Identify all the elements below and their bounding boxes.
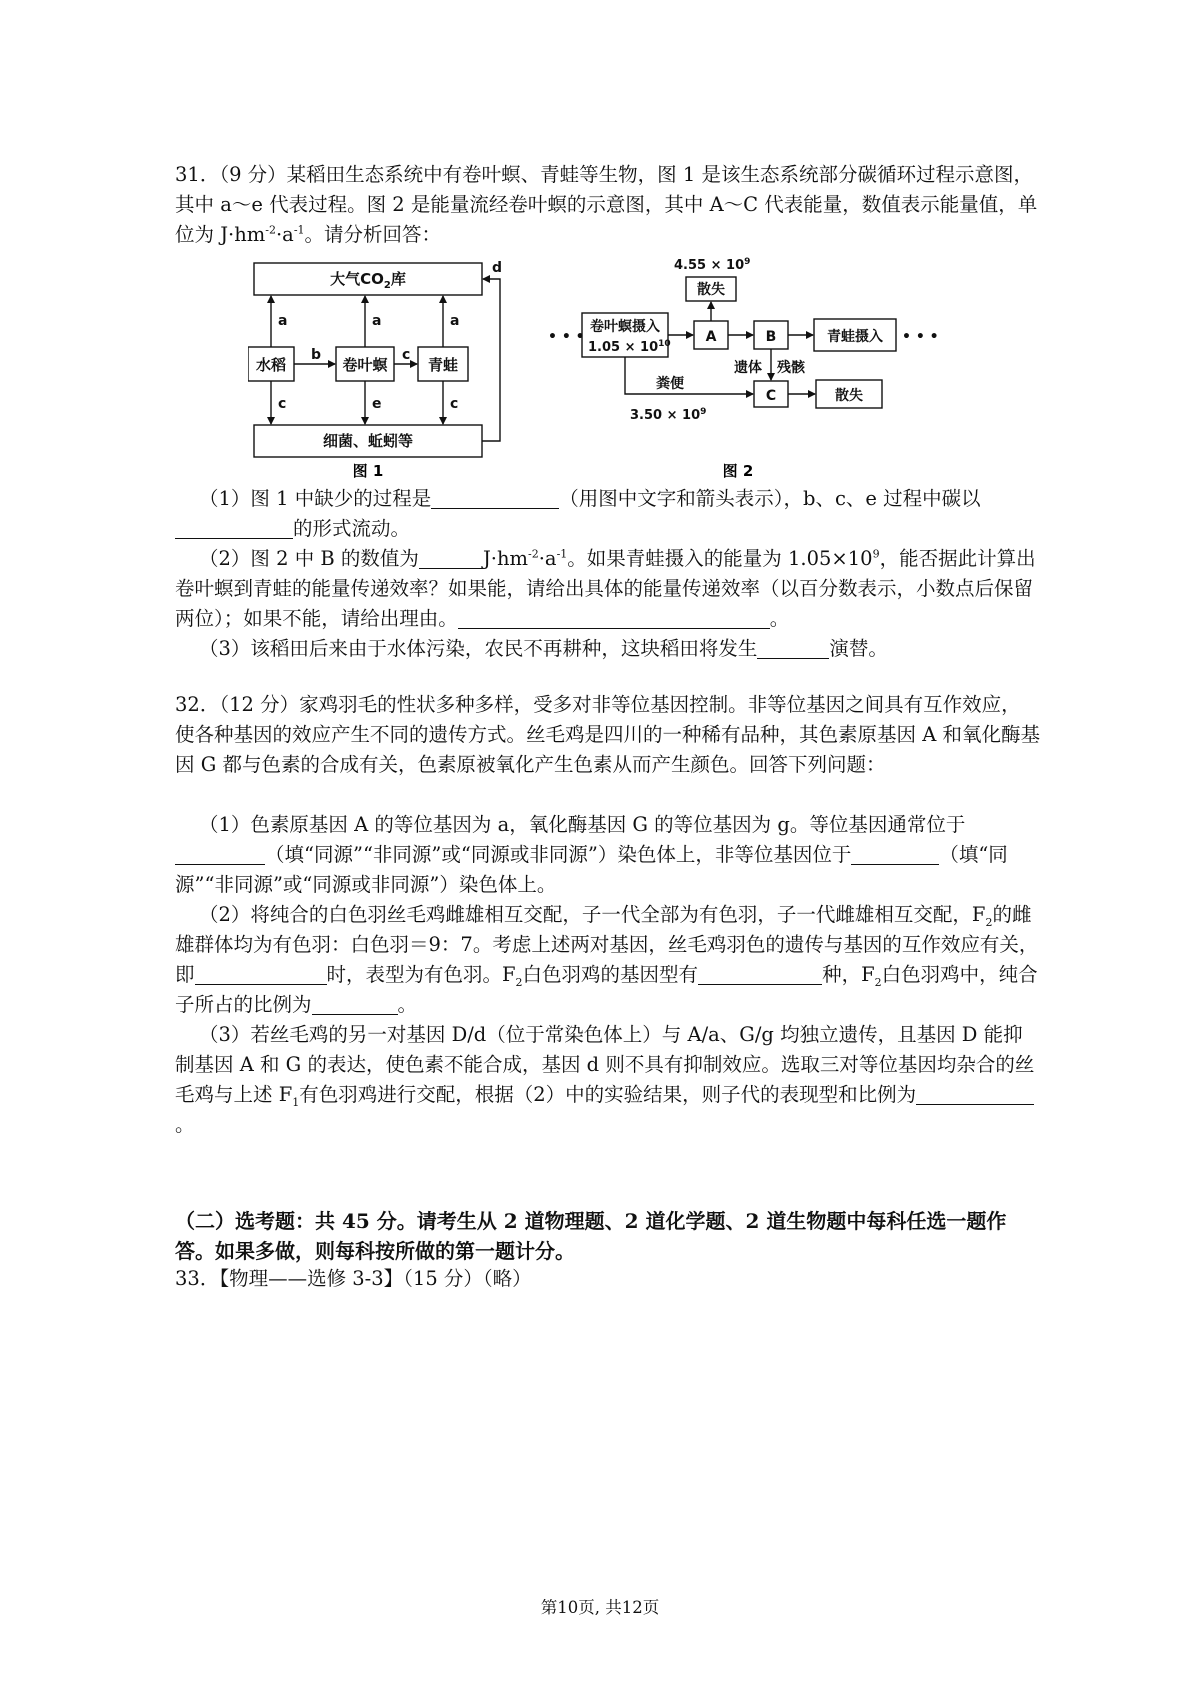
label-e: e [372, 396, 382, 412]
box-b-label: B [765, 329, 777, 345]
label-c-mid: c [402, 347, 411, 363]
answer-blank[interactable] [431, 487, 559, 509]
answer-blank[interactable] [312, 993, 398, 1015]
figure-2-caption: 图 2 [722, 462, 754, 480]
answer-blank[interactable] [916, 1083, 1034, 1105]
loss-value: $4.55 \times 10^9$ [674, 257, 751, 273]
answer-blank[interactable] [458, 607, 770, 629]
leafroller-label: 卷叶螟 [342, 356, 388, 374]
answer-blank[interactable] [195, 963, 327, 985]
answer-blank[interactable] [851, 843, 939, 865]
ellipsis-left: • • • [548, 329, 585, 345]
q32-sub2: （2）将纯合的白色羽丝毛鸡雌雄相互交配，子一代全部为有色羽，子一代雌雄相互交配，$F_2$的雌雄群体均为有色羽：白色羽＝9：7。考虑上述两对基因，丝毛鸡羽色的遗传与基因的互作效应有关，即 时，表型为有色羽。$F_2$白色羽鸡的基因型有 种，$F_2$白色羽鸡中，纯合子所占的比例为 。 [175, 903, 1039, 1016]
label-b: b [311, 347, 322, 363]
carcass-label: 残骸 [777, 360, 805, 376]
q31-intro: 31．（9 分）某稻田生态系统中有卷叶螟、青蛙等生物，图 1 是该生态系统部分碳循环过程示意图，其中 a～e 代表过程。图 2 是能量流经卷叶螟的示意图，其中 A～C 代表能量，数值表示能量值，单位为 $J\cdot hm^{-2}\cdot a^{-1}$。请分析回答： [175, 163, 1038, 246]
figure-2-energy-flow [548, 255, 968, 480]
remains-label: 遗体 [734, 360, 762, 376]
intake-value: $1.05 \times 10^{10}$ [588, 339, 671, 355]
label-c-2: c [450, 396, 459, 412]
q32-sub3: （3）若丝毛鸡的另一对基因 D/d（位于常染色体上）与 A/a、G/g 均独立遗传，且基因 D 能抑制基因 A 和 G 的表达，使色素不能合成，基因 d 则不具有抑制效应。选取三对等位基因均杂合的丝毛鸡与上述 $F_1$有色羽鸡进行交配，根据（2）中的实验结果，则子代的表现型和比例为。 [175, 1023, 1035, 1136]
loss-top-label: 散失 [697, 282, 725, 298]
answer-blank[interactable] [757, 637, 829, 659]
q31-sub2: （2）图 2 中 B 的数值为 $J\cdot hm^{-2}\cdot a^{-1}$。如果青蛙摄入的能量为 $1.05\times 10^9$，能否据此计算出卷叶螟到青蛙的能量传递效率？如果能，请给出具体的能量传递效率（以百分数表示，小数点后保留两位）；如果不能，请给出理由。 。 [175, 547, 1036, 630]
figure-1-caption: 图 1 [352, 462, 384, 480]
answer-blank[interactable] [698, 963, 822, 985]
q32-intro: 32．（12 分）家鸡羽毛的性状多种多样，受多对非等位基因控制。非等位基因之间具有互作效应，使各种基因的效应产生不同的遗传方式。丝毛鸡是四川的一种稀有品种，其色素原基因 A 和氧化酶基因 G 都与色素的合成有关，色素原被氧化产生色素从而产生颜色。回答下列问题： [175, 693, 1040, 776]
atm-co2-label: 大气$CO_2$库 [330, 270, 406, 291]
answer-blank[interactable] [175, 517, 293, 539]
label-d: d [492, 260, 503, 276]
q31-sub1: （1）图 1 中缺少的过程是 （用图中文字和箭头表示），b、c、e 过程中碳以的形式流动。 [175, 484, 1040, 544]
section-2-heading: （二）选考题：共 45 分。请考生从 2 道物理题、2 道化学题、2 道生物题中每科任选一题作答。如果多做，则每科按所做的第一题计分。 [175, 1209, 1007, 1263]
intake-label: 卷叶螟摄入 [590, 319, 660, 335]
answer-blank[interactable] [175, 843, 265, 865]
figure-1-carbon-cycle [248, 255, 510, 480]
page-footer: 第10页, 共12页 [540, 1598, 660, 1617]
q31-sub3: （3）该稻田后来由于水体污染，农民不再耕种，这块稻田将发生 演替。 [199, 637, 888, 660]
feces-label: 粪便 [656, 376, 684, 392]
q33: 33．【物理——选修 3-3】（15 分）（略） [175, 1267, 532, 1290]
label-a-2: a [372, 313, 382, 329]
decomposer-label: 细菌、蚯蚓等 [322, 432, 414, 450]
frog-intake-label: 青蛙摄入 [827, 329, 883, 345]
q32-sub1: （1）色素原基因 A 的等位基因为 a，氧化酶基因 G 的等位基因为 g。等位基因通常位于（填“同源”“非同源”或“同源或非同源”）染色体上，非等位基因位于 （填“同源”“非同源”或“同源或非同源”）染色体上。 [175, 813, 1008, 896]
ellipsis-right: • • • [902, 329, 939, 345]
loss-bottom-label: 散失 [835, 388, 863, 404]
answer-blank[interactable] [419, 547, 483, 569]
label-c-1: c [278, 396, 287, 412]
feces-value: $3.50 \times 10^9$ [630, 407, 707, 423]
box-c-label: C [765, 388, 777, 404]
frog-label: 青蛙 [427, 356, 459, 374]
rice-label: 水稻 [255, 356, 287, 374]
label-a-1: a [278, 313, 288, 329]
box-a-label: A [705, 329, 717, 345]
arrow-d [482, 279, 500, 441]
label-a-3: a [450, 313, 460, 329]
q31-number: 31．（9 分） [175, 163, 287, 186]
